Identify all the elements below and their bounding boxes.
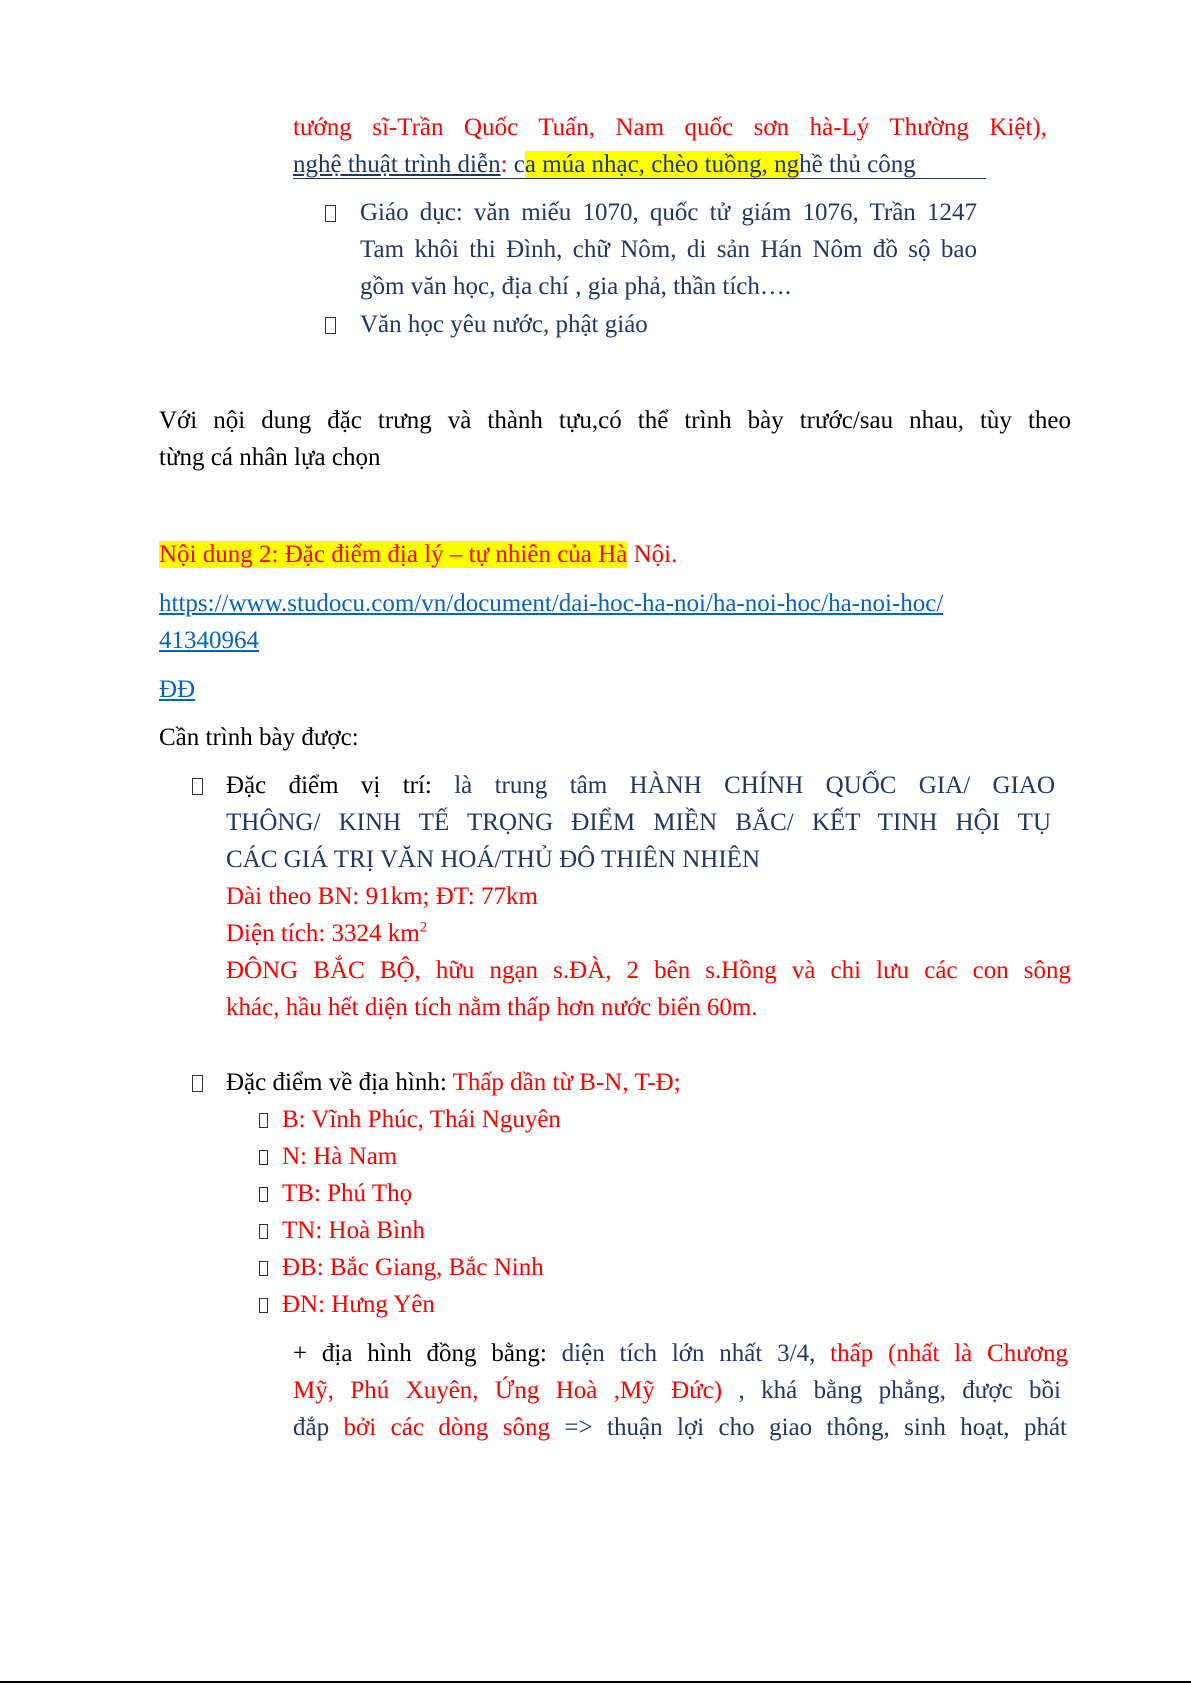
region-text-1: ĐÔNG BẮC BỘ, hữu ngạn s.ĐÀ, 2 bên s.Hồng và chi lưu các con sông — [226, 957, 1071, 984]
education-line-3 — [360, 272, 791, 302]
plain-low: thấp (nhất là Chương — [815, 1340, 1068, 1367]
plain-low-places: Mỹ, Phú Xuyên, Ứng Hoà ,Mỹ Đức) — [293, 1377, 723, 1404]
page-bottom-rule — [0, 1681, 1191, 1683]
square-bullet-icon — [259, 1224, 268, 1239]
square-bullet-icon — [192, 778, 203, 795]
note-line-1 — [159, 406, 1071, 436]
square-bullet-icon — [259, 1150, 268, 1165]
region-line-2 — [226, 993, 758, 1023]
section-2-heading-highlight: Nội dung 2: Đặc điểm địa lý – tự nhiên của Hà — [159, 541, 628, 568]
plain-area: diện tích lớn nhất 3/4, — [546, 1340, 816, 1367]
location-blue-1: là trung tâm HÀNH CHÍNH QUỐC GIA/ GIAO — [454, 772, 1055, 799]
note-text-1: Với nội dung đặc trưng và thành tựu,có thể trình bày trước/sau nhau, tùy theo — [159, 407, 1071, 434]
need-heading-text: Cần trình bày được: — [159, 724, 359, 751]
note-text-2: từng cá nhân lựa chọn — [159, 444, 381, 471]
intro-line-1-text: tướng sĩ-Trần Quốc Tuấn, Nam quốc sơn hà-Lý Thường Kiệt), — [293, 114, 1047, 141]
location-blue-2: THÔNG/ KINH TẾ TRỌNG ĐIỂM MIỀN BẮC/ KẾT TINH HỘI TỤ — [226, 809, 1051, 836]
education-line-1 — [360, 198, 977, 228]
reference-link-line-1[interactable] — [159, 589, 943, 619]
plain-deposit: đắp — [293, 1414, 330, 1441]
plain-flat: , khá bằng phẳng, được bồi — [722, 1377, 1061, 1404]
square-bullet-icon — [259, 1113, 268, 1128]
reference-link-text-1[interactable]: https://www.studocu.com/vn/document/dai-hoc-ha-noi/ha-noi-hoc/ha-noi-hoc/ — [159, 590, 944, 617]
location-blue-3: CÁC GIÁ TRỊ VĂN HOÁ/THỦ ĐÔ THIÊN NHIÊN — [226, 846, 760, 873]
plain-label: + địa hình đồng bằng: — [293, 1340, 547, 1367]
arts-fragment-1: c — [507, 151, 525, 178]
plain-rivers: bởi các dòng sông — [329, 1414, 550, 1441]
area-superscript: 2 — [419, 919, 428, 936]
reference-link-text-2[interactable]: 41340964 — [159, 627, 259, 654]
terrain-line — [226, 1068, 681, 1098]
terrain-label: Đặc điểm về địa hình: — [226, 1069, 447, 1096]
performing-arts-label: nghệ thuật trình diễn — [293, 151, 501, 178]
neighbor-item — [282, 1179, 412, 1209]
reference-link-line-2[interactable] — [159, 626, 259, 656]
location-line-2 — [226, 808, 1051, 838]
square-bullet-icon — [259, 1261, 268, 1276]
length-text: Dài theo BN: 91km; ĐT: 77km — [226, 883, 538, 910]
neighbor-text: ĐN: Hưng Yên — [282, 1291, 435, 1318]
section-2-heading-rest: Nội. — [627, 541, 678, 568]
region-text-2: khác, hầu hết diện tích nằm thấp hơn nước biển 60m. — [226, 994, 758, 1021]
colon: : — [500, 151, 508, 178]
intro-line-2 — [293, 150, 986, 179]
note-line-2 — [159, 443, 380, 473]
education-text-2: Tam khôi thi Đình, chữ Nôm, di sản Hán Nôm đồ sộ bao — [360, 236, 977, 263]
arts-highlight: a múa nhạc, chèo tuồng, ng — [524, 151, 800, 178]
literature-line — [360, 310, 648, 340]
neighbor-item — [282, 1253, 544, 1283]
plain-line-1 — [293, 1339, 1068, 1369]
plain-benefit: => thuận lợi cho giao thông, sinh hoạt, phát — [550, 1414, 1068, 1441]
square-bullet-icon — [259, 1187, 268, 1202]
neighbor-item — [282, 1105, 561, 1135]
neighbor-item — [282, 1142, 397, 1172]
education-text-3: gồm văn học, địa chí , gia phả, thần tích…. — [360, 273, 792, 300]
terrain-direction: Thấp dần từ B-N, T-Đ; — [446, 1069, 681, 1096]
neighbor-text: TN: Hoà Bình — [282, 1217, 426, 1244]
location-line-3 — [226, 845, 760, 875]
length-line — [226, 882, 538, 912]
neighbor-item — [282, 1290, 435, 1320]
area-line — [226, 919, 427, 949]
neighbor-text: ĐB: Bắc Giang, Bắc Ninh — [282, 1254, 544, 1281]
intro-line-1 — [293, 113, 1047, 143]
neighbor-text: B: Vĩnh Phúc, Thái Nguyên — [282, 1106, 561, 1133]
square-bullet-icon — [325, 205, 336, 222]
area-text: Diện tích: 3324 km — [226, 920, 420, 947]
plain-line-3 — [293, 1413, 1067, 1443]
square-bullet-icon — [259, 1298, 268, 1313]
dd-link-text[interactable]: ĐĐ — [159, 676, 196, 703]
arts-fragment-2: hề thủ công — [799, 151, 916, 178]
region-line-1 — [226, 956, 1071, 986]
square-bullet-icon — [192, 1075, 203, 1092]
education-line-2 — [360, 235, 977, 265]
location-line-1 — [226, 771, 1055, 801]
dd-link[interactable] — [159, 675, 195, 705]
neighbor-text: TB: Phú Thọ — [282, 1180, 413, 1207]
education-text-1: Giáo dục: văn miếu 1070, quốc tử giám 1076, Trần 1247 — [360, 199, 977, 226]
section-2-heading — [159, 540, 677, 570]
literature-text: Văn học yêu nước, phật giáo — [360, 311, 648, 338]
need-heading — [159, 723, 359, 753]
neighbor-item — [282, 1216, 425, 1246]
location-label: Đặc điểm vị trí: — [226, 772, 432, 799]
neighbor-text: N: Hà Nam — [282, 1143, 398, 1170]
square-bullet-icon — [325, 317, 336, 334]
plain-line-2 — [293, 1376, 1061, 1406]
